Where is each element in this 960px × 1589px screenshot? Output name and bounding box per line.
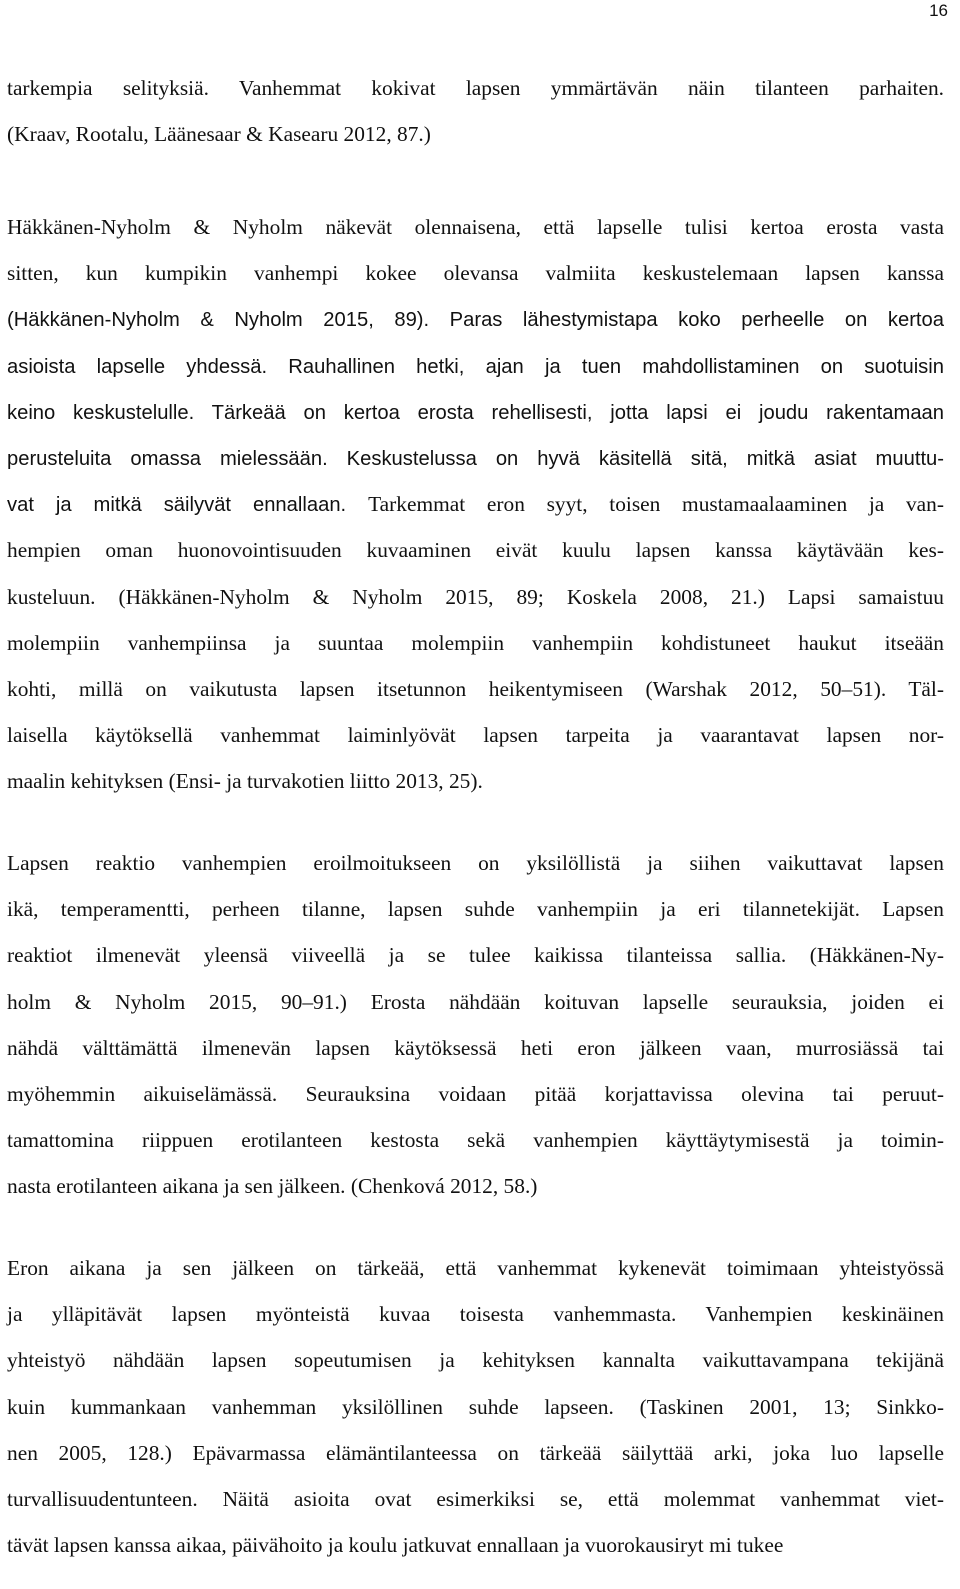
text-segment: reaktiot ilmenevät yleensä viiveellä ja se tulee kaikissa tilanteissa sallia. (Häkkänen-Ny- bbox=[7, 943, 944, 968]
text-line bbox=[7, 445, 944, 472]
text-line bbox=[7, 214, 944, 240]
text-line bbox=[7, 1173, 944, 1199]
text-segment: perusteluita omassa mielessään. Keskustelussa on hyvä käsitellä sitä, mitkä asiat muuttu- bbox=[7, 448, 944, 470]
text-segment: ikä, temperamentti, perheen tilanne, lapsen suhde vanhempiin ja eri tilannetekijät. Lapsen bbox=[7, 897, 944, 922]
page-number: 16 bbox=[929, 1, 948, 20]
text-segment: (Kraav, Rootalu, Läänesaar & Kasearu 2012, 87.) bbox=[7, 122, 431, 147]
text-segment: Eron aikana ja sen jälkeen on tärkeää, että vanhemmat kykenevät toimimaan yhteistyössä bbox=[7, 1256, 944, 1280]
text-segment: tarkempia selityksiä. Vanhemmat kokivat lapsen ymmärtävän näin tilanteen parhaiten. bbox=[7, 76, 944, 100]
text-segment: kohti, millä on vaikutusta lapsen itsetunnon heikentymiseen (Warshak 2012, 50–51). Täl- bbox=[7, 677, 944, 701]
text-line bbox=[7, 1301, 944, 1327]
text-segment: kuin kummankaan vanhemman yksilöllinen suhde lapseen. (Taskinen 2001, 13; Sinkko- bbox=[7, 1394, 944, 1419]
text-line bbox=[7, 1035, 944, 1061]
text-line bbox=[7, 768, 944, 794]
text-segment: nen 2005, 128.) Epävarmassa elämäntilanteessa on tärkeää säilyttää arki, joka luo lapselle bbox=[7, 1440, 944, 1465]
text-line bbox=[7, 584, 944, 610]
text-line bbox=[7, 1486, 944, 1512]
text-line bbox=[7, 630, 944, 656]
text-line bbox=[7, 399, 944, 426]
text-segment: keino keskustelulle. Tärkeää on kertoa erosta rehellisesti, jotta lapsi ei joudu rakentamaan bbox=[7, 401, 944, 424]
text-line bbox=[7, 850, 944, 876]
text-segment: asioista lapselle yhdessä. Rauhallinen hetki, ajan ja tuen mahdollistaminen on suotuisin bbox=[7, 355, 944, 378]
text-segment: nasta erotilanteen aikana ja sen jälkeen. (Chenková 2012, 58.) bbox=[7, 1174, 538, 1199]
text-line bbox=[7, 1127, 944, 1153]
text-line bbox=[7, 1255, 944, 1281]
text-segment: ja ylläpitävät lapsen myönteistä kuvaa toisesta vanhemmasta. Vanhempien keskinäinen bbox=[7, 1302, 944, 1327]
text-segment: sitten, kun kumpikin vanhempi kokee olevansa valmiita keskustelemaan lapsen kanssa bbox=[7, 261, 944, 286]
text-segment: turvallisuudentunteen. Näitä asioita ovat esimerkiksi se, että molemmat vanhemmat viet- bbox=[7, 1487, 944, 1511]
text-segment: Häkkänen-Nyholm & Nyholm näkevät olennaisena, että lapselle tulisi kertoa erosta vasta bbox=[7, 215, 944, 239]
text-line bbox=[7, 121, 944, 147]
text-segment: myöhemmin aikuiselämässä. Seurauksina voidaan pitää korjattavissa olevina tai peruut- bbox=[7, 1082, 944, 1106]
text-line bbox=[7, 1347, 944, 1373]
text-line bbox=[7, 260, 944, 286]
text-line bbox=[7, 942, 944, 968]
text-line bbox=[7, 491, 944, 518]
text-segment: kusteluun. (Häkkänen-Nyholm & Nyholm 2015, 89; Koskela 2008, 21.) Lapsi samaistuu bbox=[7, 584, 944, 609]
text-line bbox=[7, 1394, 944, 1420]
text-segment: tävät lapsen kanssa aikaa, päivähoito ja koulu jatkuvat ennallaan ja vuorokausiryt mi tukee bbox=[7, 1533, 784, 1558]
text-segment: molempiin vanhempiinsa ja suuntaa molempiin vanhempiin kohdistuneet haukut itseään bbox=[7, 630, 944, 655]
text-line bbox=[7, 989, 944, 1015]
text-line bbox=[7, 75, 944, 101]
text-segment: hempien oman huonovointisuuden kuvaaminen eivät kuulu lapsen kanssa käytävään kes- bbox=[7, 538, 944, 563]
text-line bbox=[7, 676, 944, 702]
text-segment: Tarkemmat eron syyt, toisen mustamaalaaminen ja van- bbox=[368, 492, 944, 517]
text-segment: tamattomina riippuen erotilanteen kestosta sekä vanhempien käyttäytymisestä ja toimin- bbox=[7, 1128, 944, 1153]
text-line bbox=[7, 306, 944, 333]
text-line bbox=[7, 1081, 944, 1107]
text-line bbox=[7, 353, 944, 380]
text-line bbox=[7, 722, 944, 748]
text-line bbox=[7, 537, 944, 563]
text-line bbox=[7, 1532, 944, 1558]
text-segment: Lapsen reaktio vanhempien eroilmoitukseen on yksilöllistä ja siihen vaikuttavat lapsen bbox=[7, 851, 944, 875]
text-segment: (Häkkänen-Nyholm & Nyholm 2015, 89). Paras lähestymistapa koko perheelle on kertoa bbox=[7, 309, 944, 332]
text-segment: nähdä välttämättä ilmenevän lapsen käytöksessä heti eron jälkeen vaan, murrosiässä tai bbox=[7, 1035, 944, 1060]
text-segment: vat ja mitkä säilyvät ennallaan. bbox=[7, 494, 369, 517]
text-segment: holm & Nyholm 2015, 90–91.) Erosta nähdään koituvan lapselle seurauksia, joiden ei bbox=[7, 989, 944, 1014]
text-segment: maalin kehityksen (Ensi- ja turvakotien liitto 2013, 25). bbox=[7, 769, 483, 794]
text-segment: laisella käytöksellä vanhemmat laiminlyövät lapsen tarpeita ja vaarantavat lapsen nor- bbox=[7, 723, 944, 748]
text-segment: yhteistyö nähdään lapsen sopeutumisen ja kehityksen kannalta vaikuttavampana tekijänä bbox=[7, 1348, 944, 1373]
text-line bbox=[7, 1440, 944, 1466]
text-line bbox=[7, 896, 944, 922]
